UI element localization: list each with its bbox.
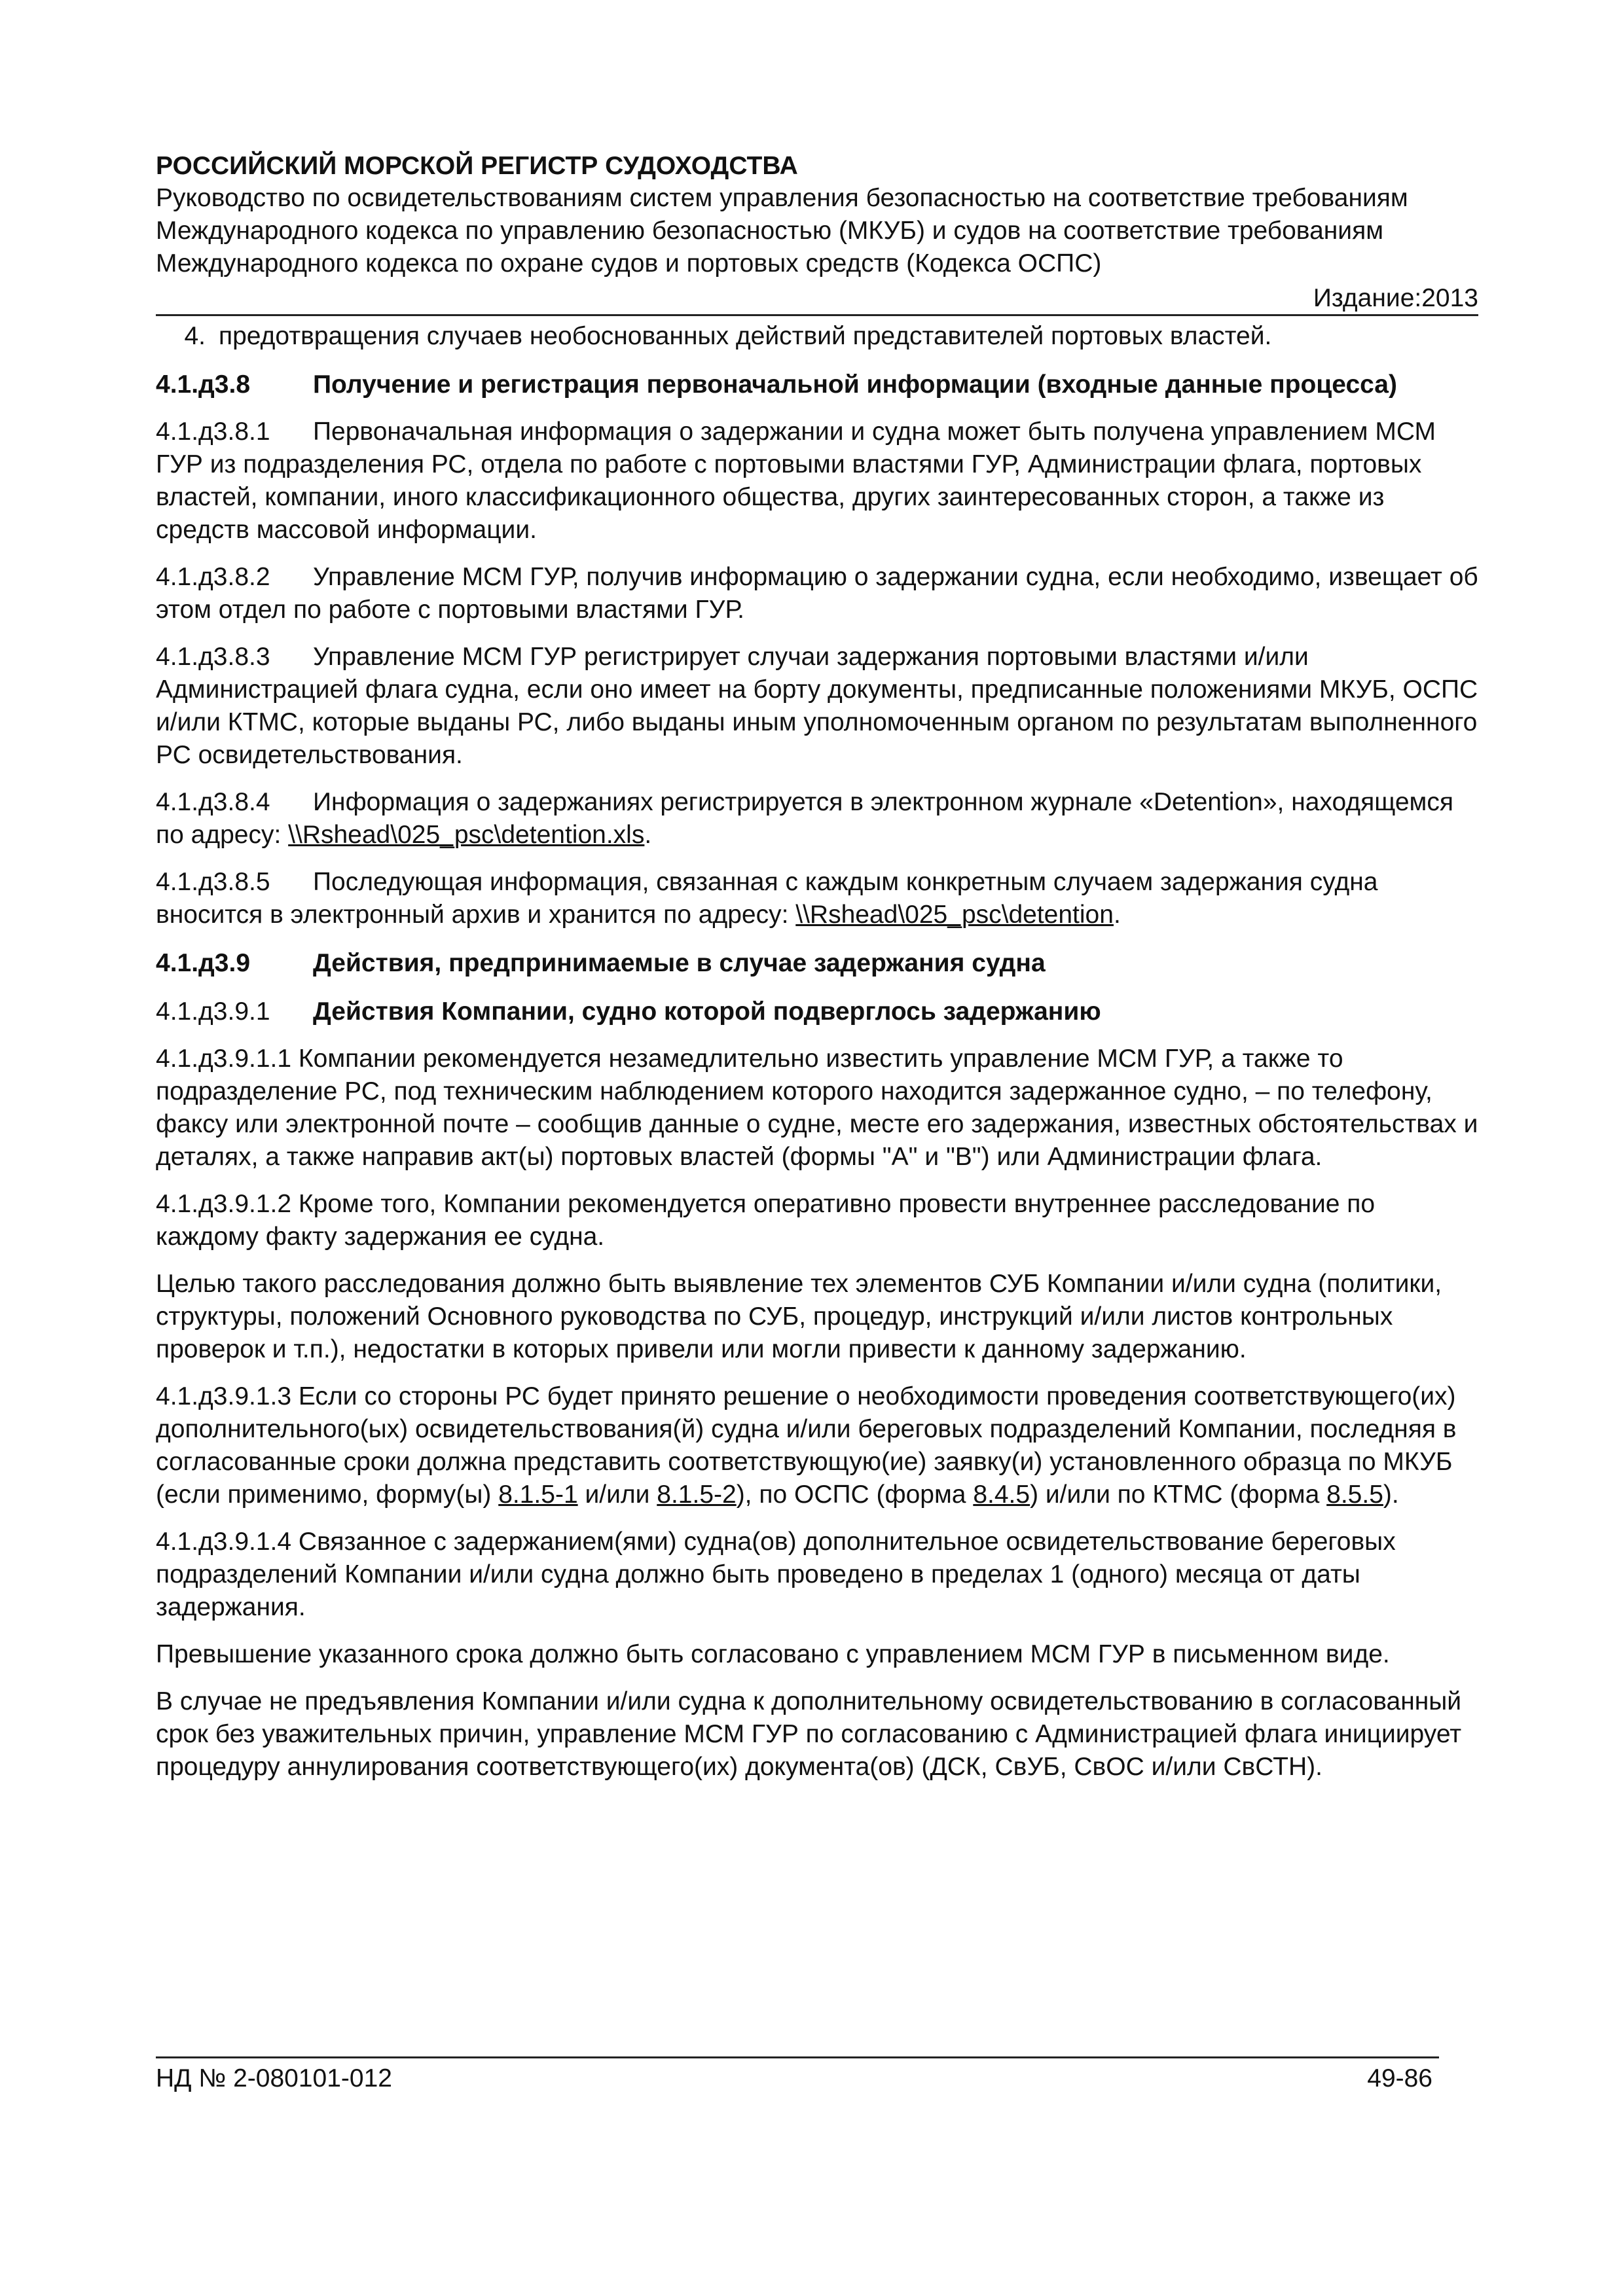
paragraph-3-9-1-1: 4.1.д3.9.1.1 Компании рекомендуется незамедлительно известить управление МСМ ГУР, а также то подразделение РС, под техническим наблюдением которого находится задержанное судно, – по телефону, факсу или электронной почте – сообщив данные о судне, месте его задержания, известных обстоятельствах и деталях, а также направив акт(ы) портовых властей (формы "A" и "B") или Администрации флага.	[156, 1045, 1478, 1171]
paragraph-tail: ).	[1383, 1480, 1399, 1509]
section-heading-3-9	[156, 947, 1478, 980]
paragraph-tail: .	[644, 821, 652, 849]
section-number: 4.1.д3.9.1	[156, 997, 270, 1026]
section-heading-3-9-1	[156, 996, 1478, 1028]
paragraph-text: и/или	[577, 1480, 657, 1509]
paragraph-deadline-excess: Превышение указанного срока должно быть согласовано с управлением МСМ ГУР в письменном виде.	[156, 1640, 1390, 1668]
footer-divider	[156, 2056, 1439, 2058]
header-divider	[156, 314, 1478, 316]
paragraph-3-8-3	[156, 641, 1478, 772]
document-page	[156, 151, 1478, 1784]
edition-label: Издание:2013	[1313, 284, 1478, 312]
paragraph-3-8-1	[156, 416, 1478, 547]
detention-archive-link[interactable]: \\Rshead\025_psc\detention	[795, 901, 1114, 929]
form-8-1-5-1-link[interactable]: 8.1.5-1	[498, 1480, 578, 1509]
footer-row	[156, 2062, 1439, 2095]
paragraph-text: ), по ОСПС (форма	[736, 1480, 974, 1509]
paragraph-number: 4.1.д3.8.5	[156, 868, 270, 896]
paragraph-number: 4.1.д3.8.4	[156, 788, 270, 816]
paragraph-3-9-1-3	[156, 1380, 1478, 1511]
paragraph-number: 4.1.д3.8.1	[156, 418, 270, 446]
paragraph-3-9-1-2: 4.1.д3.9.1.2 Кроме того, Компании рекомендуется оперативно провести внутреннее расследование по каждому факту задержания ее судна.	[156, 1190, 1376, 1251]
paragraph-text: Управление МСМ ГУР регистрирует случаи задержания портовыми властями и/или Администрацией флага судна, если оно имеет на борту документы, предписанные положениями МКУБ, ОСПС и/или КТМС, которые выданы РС, либо выданы иным уполномоченным органом по результатам выполненного РС освидетельствования.	[156, 643, 1478, 769]
list-item-text: предотвращения случаев необоснованных действий представителей портовых властей.	[219, 322, 1272, 350]
page-number: 49-86	[1367, 2064, 1432, 2092]
paragraph-tail: .	[1113, 901, 1121, 929]
paragraph-3-8-2	[156, 561, 1478, 626]
section-number: 4.1.д3.9	[156, 949, 251, 977]
section-number: 4.1.д3.8	[156, 370, 251, 399]
section-title: Действия, предпринимаемые в случае задержания судна	[313, 949, 1046, 977]
paragraph-text: 4.1.д3.9.1.3 Если со стороны РС будет принято решение о необходимости проведения соответствующего(их) дополнительного(ых) освидетельствования(й) судна и/или береговых подразделений Компании, последняя в согласованные сроки должна представить соответствующую(ие) заявку(и) установленного образца по МКУБ (если применимо, форму(ы)	[156, 1382, 1457, 1509]
paragraph-number: 4.1.д3.8.3	[156, 643, 270, 671]
detention-xls-link[interactable]: \\Rshead\025_psc\detention.xls	[288, 821, 645, 849]
document-number: НД № 2-080101-012	[156, 2064, 392, 2092]
section-heading-3-8	[156, 368, 1478, 401]
paragraph-text: Последующая информация, связанная с каждым конкретным случаем задержания судна вносится в электронный архив и хранится по адресу:	[156, 868, 1378, 929]
form-8-4-5-link[interactable]: 8.4.5	[973, 1480, 1030, 1509]
paragraph-3-8-5	[156, 866, 1478, 931]
paragraph-text: Управление МСМ ГУР, получив информацию о задержании судна, если необходимо, извещает об этом отдел по работе с портовыми властями ГУР.	[156, 563, 1478, 624]
paragraph-text: Информация о задержаниях регистрируется в электронном журнале «Detention», находящемся по адресу:	[156, 788, 1453, 849]
organization-title: РОССИЙСКИЙ МОРСКОЙ РЕГИСТР СУДОХОДСТВА	[156, 152, 798, 180]
list-item	[156, 320, 1478, 353]
form-8-5-5-link[interactable]: 8.5.5	[1326, 1480, 1383, 1509]
section-title: Получение и регистрация первоначальной информации (входные данные процесса)	[313, 370, 1397, 399]
paragraph-text: Первоначальная информация о задержании и судна может быть получена управлением МСМ ГУР из подразделения РС, отдела по работе с портовыми властями ГУР, Администрации флага, портовых властей, компании, иного классификационного общества, других заинтересованных сторон, а также из средств массовой информации.	[156, 418, 1436, 544]
paragraph-cancellation: В случае не предъявления Компании и/или судна к дополнительному освидетельствованию в согласованный срок без уважительных причин, управление МСМ ГУР по согласованию с Администрацией флага инициирует процедуру аннулирования соответствующего(их) документа(ов) (ДСК, СвУБ, СвОС и/или СвСТН).	[156, 1687, 1462, 1781]
paragraph-3-9-1-4: 4.1.д3.9.1.4 Связанное с задержанием(ями) судна(ов) дополнительное освидетельствование береговых подразделений Компании и/или судна должно быть проведено в пределах 1 (одного) месяца от даты задержания.	[156, 1528, 1396, 1621]
paragraph-investigation-goal: Целью такого расследования должно быть выявление тех элементов СУБ Компании и/или судна (политики, структуры, положений Основного руководства по СУБ, процедур, инструкций и/или листов контрольных проверок и т.п.), недостатки в которых привели или могли привести к данному задержанию.	[156, 1270, 1442, 1363]
section-title: Действия Компании, судно которой подверглось задержанию	[313, 997, 1101, 1026]
paragraph-3-8-4	[156, 786, 1478, 852]
form-8-1-5-2-link[interactable]: 8.1.5-2	[657, 1480, 737, 1509]
page-footer	[156, 2056, 1439, 2095]
paragraph-text: ) и/или по КТМС (форма	[1030, 1480, 1327, 1509]
paragraph-number: 4.1.д3.8.2	[156, 563, 270, 591]
list-item-number: 4.	[184, 322, 206, 350]
document-header	[156, 151, 1478, 316]
document-subtitle: Руководство по освидетельствованиям систем управления безопасностью на соответствие требованиям Международного кодекса по управлению безопасностью (МКУБ) и судов на соответствие требованиям Международного кодекса по охране судов и портовых средств (Кодекса ОСПС)	[156, 184, 1408, 278]
